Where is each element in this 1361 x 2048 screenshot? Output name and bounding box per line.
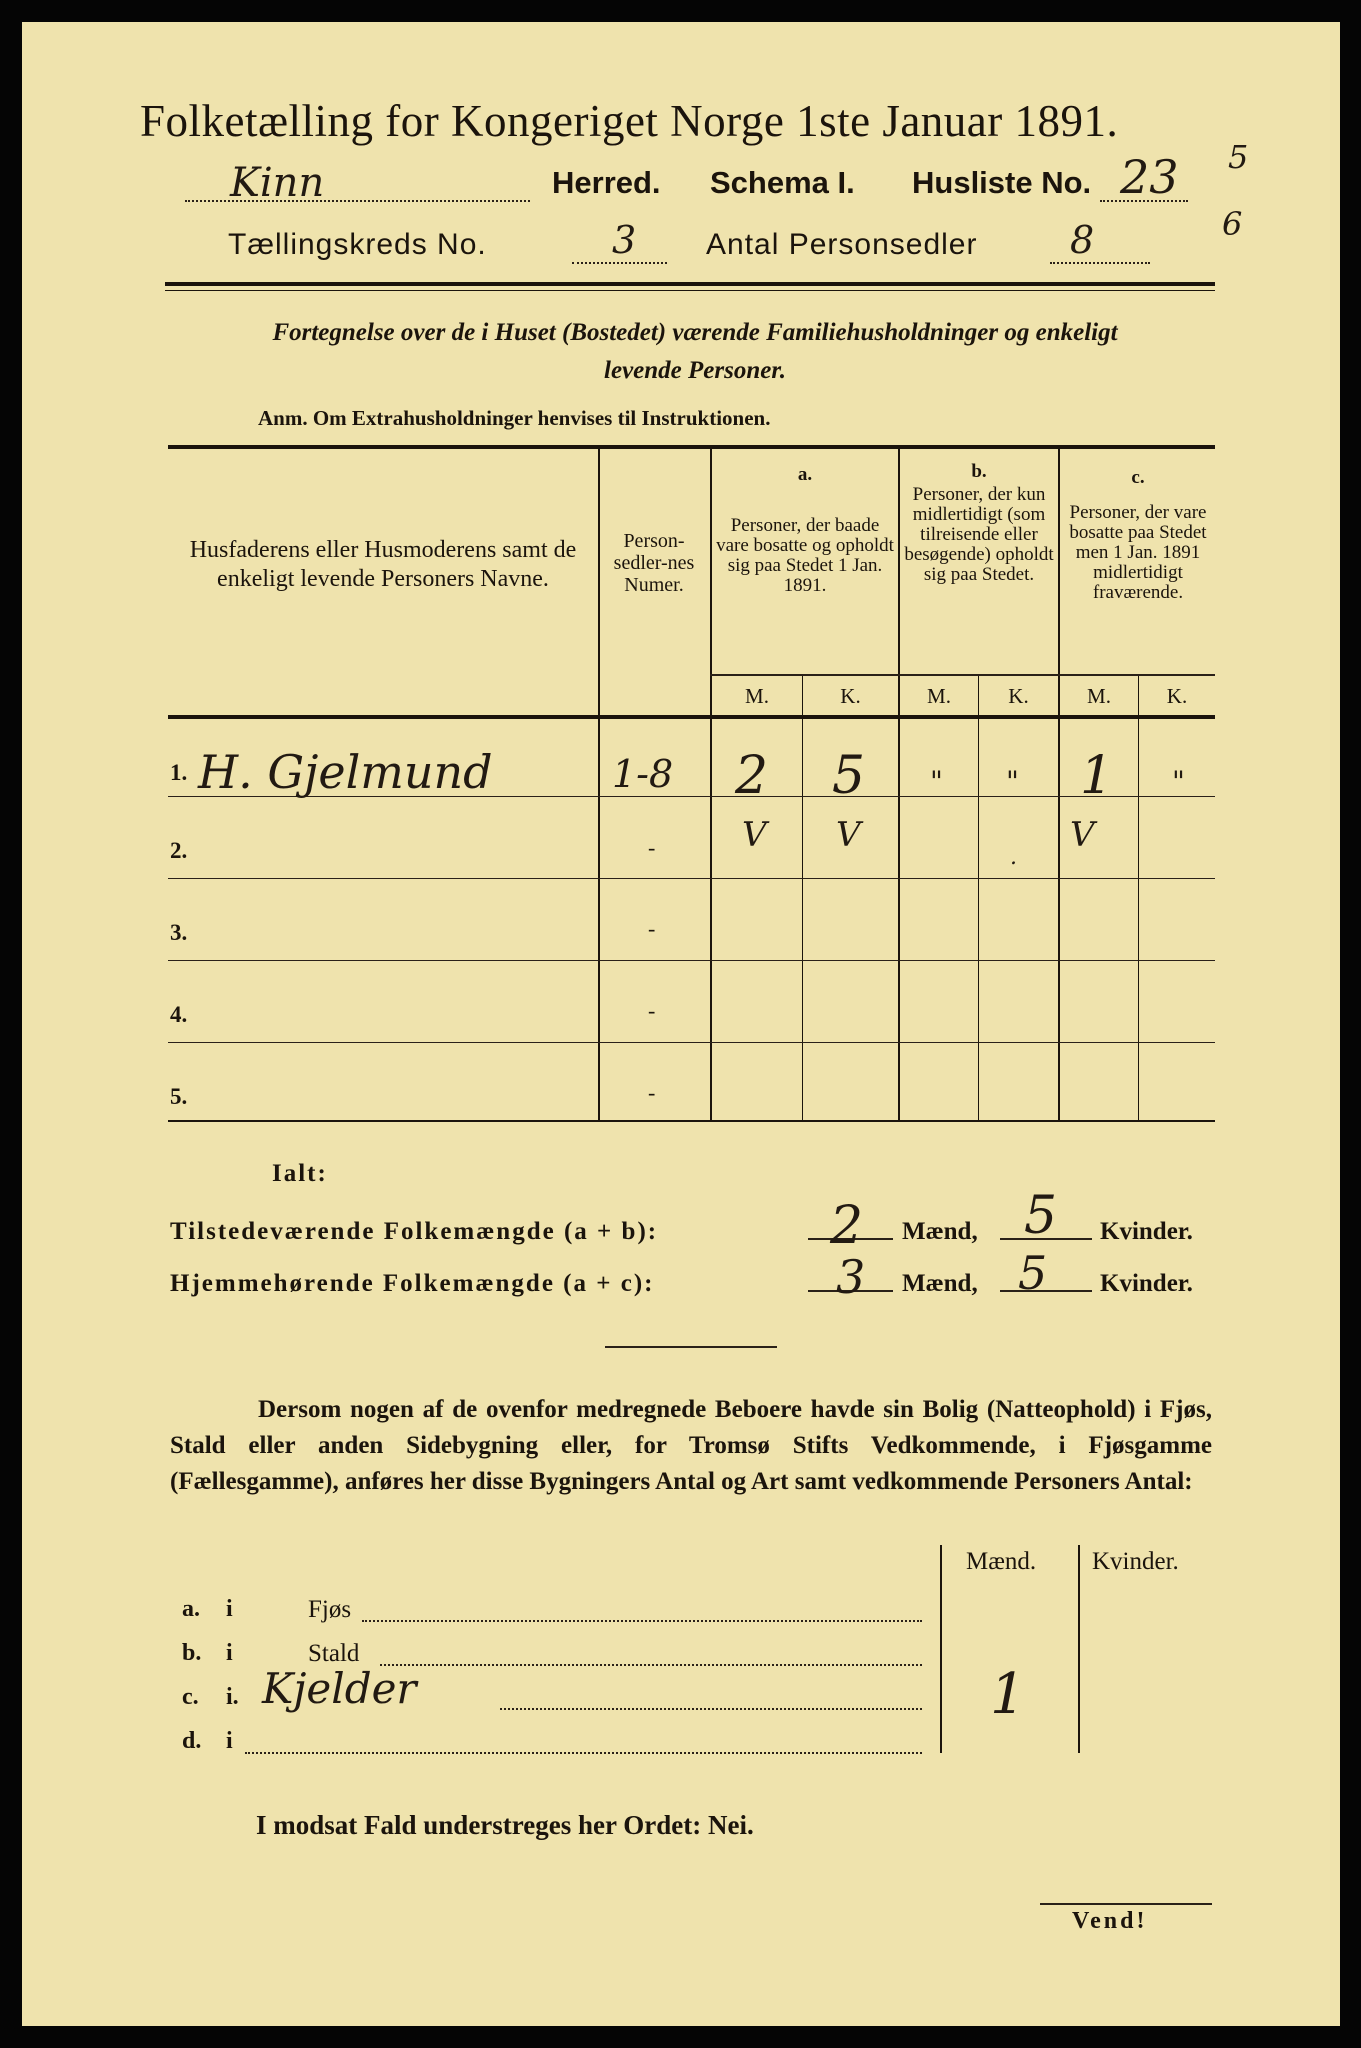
item-b-letter: b. <box>182 1640 202 1666</box>
herred-value: Kinn <box>230 160 325 206</box>
row-2-numer: - <box>648 835 656 860</box>
tilstede-maend-word: Mænd, <box>902 1218 978 1245</box>
modsat-note: I modsat Fald understreges her Ordet: Nei. <box>256 1810 754 1840</box>
antal-value: 8 <box>1070 218 1095 262</box>
item-a-label: Fjøs <box>308 1596 352 1623</box>
col-divider-1 <box>598 449 600 1121</box>
row-rule-2 <box>168 878 1215 879</box>
c-k-label: K. <box>1166 684 1188 708</box>
tilstede-label: Tilstedeværende Folkemængde (a + b): <box>170 1218 659 1245</box>
hjemme-kvinder-value: 5 <box>1018 1246 1048 1300</box>
item-c-i: i. <box>226 1684 239 1710</box>
row-3-numer: - <box>648 916 656 941</box>
row-1-name: H. Gjelmund <box>198 745 493 799</box>
hjemme-maend-word: Mænd, <box>902 1270 978 1297</box>
item-b-i: i <box>226 1640 233 1666</box>
herred-label: Herred. <box>552 165 661 200</box>
col-name-header: Husfaderens eller Husmoderens samt de enkeligt levende Personers Navne. <box>189 537 577 592</box>
intro-heading-2: levende Personer. <box>604 357 786 384</box>
item-a-dotline <box>362 1620 922 1622</box>
row-5-numer: - <box>648 1080 656 1105</box>
kreds-dotline <box>572 262 667 264</box>
item-c-label: Kjelder <box>262 1664 417 1713</box>
row-3-number: 3. <box>170 920 188 945</box>
kreds-label: Tællingskreds No. <box>228 228 487 261</box>
anm-note: Anm. Om Extrahusholdninger henvises til Instruktionen. <box>258 406 771 430</box>
buildings-col-divider-1 <box>940 1545 942 1753</box>
header-rule-thick <box>165 282 1215 286</box>
row-2-number: 2. <box>170 838 188 863</box>
row-1-b-k: " <box>1006 765 1019 798</box>
husliste-value: 23 <box>1120 150 1179 204</box>
row-2-c-m: V <box>1070 815 1095 855</box>
col-a-header: Personer, der baade vare bosatte og opholdt sig paa Stedet 1 Jan. 1891. <box>716 515 894 596</box>
col-divider-b-mk <box>978 675 979 1120</box>
col-divider-4 <box>1058 449 1060 1121</box>
item-c-maend-value: 1 <box>990 1662 1026 1727</box>
c-m-label: M. <box>1087 684 1111 708</box>
b-k-label: K. <box>1008 684 1029 708</box>
col-b-letter: b. <box>971 461 987 482</box>
col-divider-3 <box>898 449 900 1121</box>
row-1-a-m: 2 <box>735 746 769 806</box>
header-rule-thin <box>165 290 1215 291</box>
row-1-c-m: 1 <box>1080 746 1114 806</box>
row-2-a-k: V <box>836 815 861 855</box>
husliste-fraction-bottom: 6 <box>1222 205 1243 243</box>
item-c-letter: c. <box>182 1684 199 1710</box>
buildings-col-divider-2 <box>1078 1545 1080 1753</box>
kreds-value: 3 <box>612 218 637 262</box>
row-rule-4 <box>168 1042 1215 1043</box>
intro-heading-1: Fortegnelse over de i Huset (Bostedet) værende Familiehusholdninger og enkeligt <box>272 319 1118 346</box>
a-m-label: M. <box>745 684 769 708</box>
row-4-numer: - <box>648 998 656 1023</box>
row-2-a-m: V <box>742 815 767 855</box>
row-1-a-k: 5 <box>832 746 866 806</box>
row-1-numer: 1-8 <box>612 752 674 796</box>
item-a-i: i <box>226 1596 233 1622</box>
hjemme-label: Hjemmehørende Folkemængde (a + c): <box>170 1270 655 1297</box>
col-divider-c-mk <box>1138 675 1139 1120</box>
col-b-header: Personer, der kun midlertidigt (som tilreisende eller besøgende) opholdt sig paa Stedet. <box>904 484 1054 585</box>
hjemme-kvinder-word: Kvinder. <box>1100 1270 1193 1297</box>
row-5-number: 5. <box>170 1084 188 1109</box>
col-divider-a-mk <box>802 675 803 1120</box>
tilstede-maend-value: 2 <box>830 1196 864 1256</box>
item-c-dotline <box>500 1708 922 1710</box>
buildings-kvinder-header: Kvinder. <box>1092 1548 1179 1575</box>
tilstede-kvinder-word: Kvinder. <box>1100 1218 1193 1245</box>
mk-subheader-rule <box>710 674 1215 676</box>
vend-label: Vend! <box>1072 1908 1148 1934</box>
item-b-dotline <box>380 1664 922 1666</box>
b-m-label: M. <box>927 684 951 708</box>
item-b-label: Stald <box>308 1640 360 1667</box>
antal-label: Antal Personsedler <box>706 228 978 261</box>
row-4-number: 4. <box>170 1002 188 1027</box>
buildings-paragraph: Dersom nogen af de ovenfor medregnede Beboere havde sin Bolig (Natteophold) i Fjøs, Stald eller anden Sidebygning eller, for Tromsø Stifts Vedkommende, i Fjøsgamme (Fællesgamme), anføres her disse Bygningers Antal og Art samt vedkommende Personers Antal: <box>170 1396 1212 1495</box>
ialt-label: Ialt: <box>272 1160 328 1187</box>
col-c-letter: c. <box>1131 467 1145 488</box>
item-a-letter: a. <box>182 1596 200 1622</box>
schema-label: Schema I. <box>710 165 855 200</box>
item-d-letter: d. <box>182 1728 202 1754</box>
item-d-i: i <box>226 1728 233 1754</box>
husliste-label: Husliste No. <box>912 165 1092 200</box>
section-divider <box>605 1346 777 1348</box>
col-a-letter: a. <box>797 464 813 485</box>
buildings-maend-header: Mænd. <box>966 1548 1037 1575</box>
hjemme-maend-value: 3 <box>836 1250 866 1304</box>
row-rule-3 <box>168 960 1215 961</box>
a-k-label: K. <box>840 684 861 708</box>
antal-dotline <box>1050 262 1150 264</box>
row-1-number: 1. <box>170 760 188 785</box>
row-1-b-m: " <box>930 765 943 798</box>
vend-rule <box>1040 1903 1212 1905</box>
row-2-b-k: . <box>1010 845 1017 870</box>
col-num-header: Person-sedler-nes Numer. <box>613 530 695 596</box>
tilstede-kvinder-value: 5 <box>1024 1186 1058 1246</box>
col-divider-2 <box>710 449 712 1121</box>
husliste-fraction-top: 5 <box>1228 138 1249 176</box>
col-c-header: Personer, der vare bosatte paa Stedet men 1 Jan. 1891 midlertidigt fraværende. <box>1069 502 1207 603</box>
item-d-dotline <box>245 1752 922 1754</box>
row-1-c-k: " <box>1172 765 1185 798</box>
form-title: Folketælling for Kongeriget Norge 1ste Januar 1891. <box>140 96 1119 146</box>
